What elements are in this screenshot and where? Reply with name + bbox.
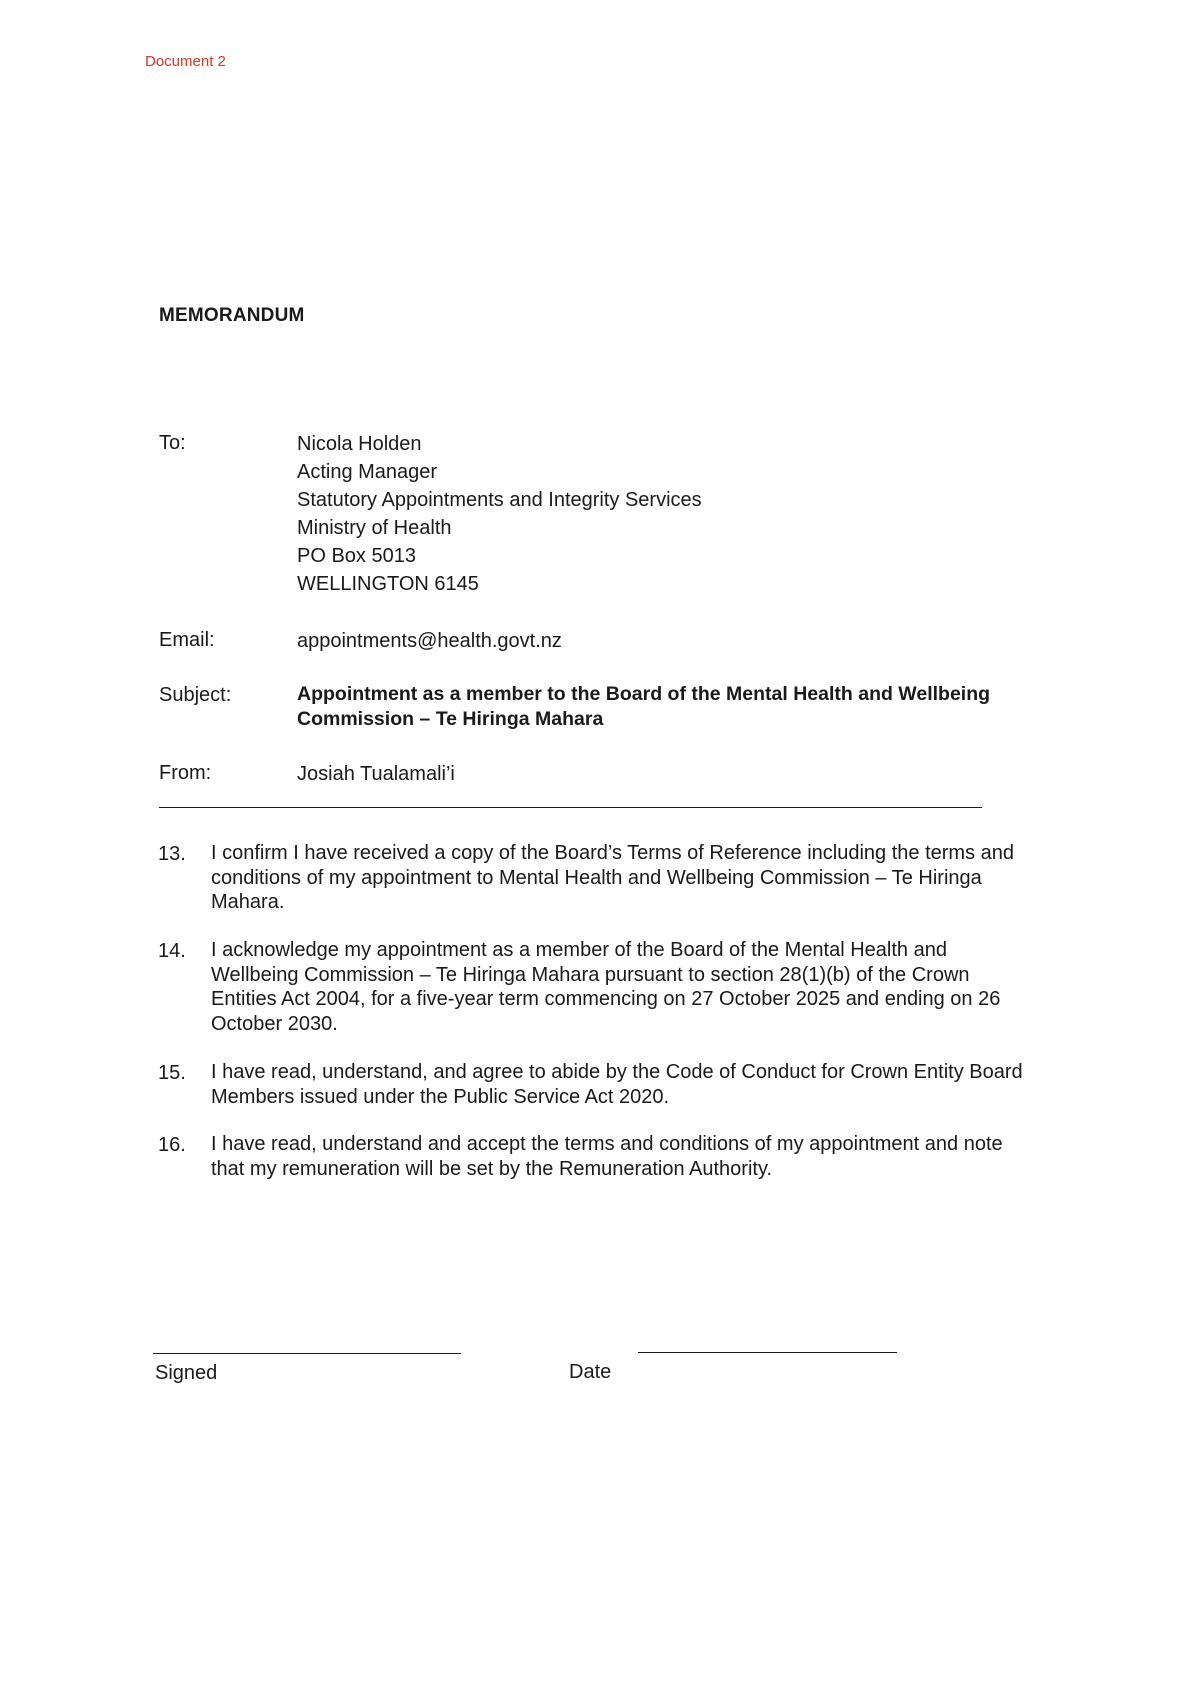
paragraph-text: I acknowledge my appointment as a member of the Board of the Mental Health and Wellbeing Commission – Te Hiringa Mahara pursuant to section 28(1)(b) of the Crown Entities Act 2004, for a five-year term commencing on 27 October 2025 and ending on 26 October 2030. <box>211 939 1001 1035</box>
signed-label: Signed <box>155 1362 218 1384</box>
paragraph-text: I have read, understand and accept the terms and conditions of my appointment and note that my remuneration will be set by the Remuneration Authority. <box>211 1133 1003 1180</box>
to-line: Nicola Holden <box>297 433 422 455</box>
to-label: To: <box>159 432 186 454</box>
email-label: Email: <box>159 629 215 651</box>
to-line: Ministry of Health <box>297 517 452 539</box>
subject-label: Subject: <box>159 684 232 706</box>
to-line: Statutory Appointments and Integrity Services <box>297 489 702 511</box>
to-line: PO Box 5013 <box>297 545 416 567</box>
email-value: appointments@health.govt.nz <box>297 630 562 652</box>
signed-line <box>153 1353 461 1354</box>
to-address-block <box>297 430 702 598</box>
document-label: Document 2 <box>145 53 226 70</box>
to-line: WELLINGTON 6145 <box>297 573 479 595</box>
paragraph-number: 14. <box>158 940 186 962</box>
from-value: Josiah Tualamali’i <box>297 763 455 785</box>
paragraph-number: 13. <box>158 843 186 865</box>
date-label: Date <box>569 1361 612 1383</box>
subject-value: Appointment as a member to the Board of the Mental Health and Wellbeing Commission – Te Hiringa Mahara <box>297 683 991 730</box>
paragraph-text: I confirm I have received a copy of the Board’s Terms of Reference including the terms and conditions of my appointment to Mental Health and Wellbeing Commission – Te Hiringa Mahara. <box>211 842 1015 913</box>
paragraph-number: 15. <box>158 1062 186 1084</box>
memo-title: MEMORANDUM <box>159 305 305 326</box>
from-label: From: <box>159 762 212 784</box>
header-divider <box>159 807 982 808</box>
to-line: Acting Manager <box>297 461 438 483</box>
paragraph-number: 16. <box>158 1134 186 1156</box>
date-line <box>638 1352 897 1353</box>
paragraph-text: I have read, understand, and agree to abide by the Code of Conduct for Crown Entity Board Members issued under the Public Service Act 2020. <box>211 1061 1023 1108</box>
